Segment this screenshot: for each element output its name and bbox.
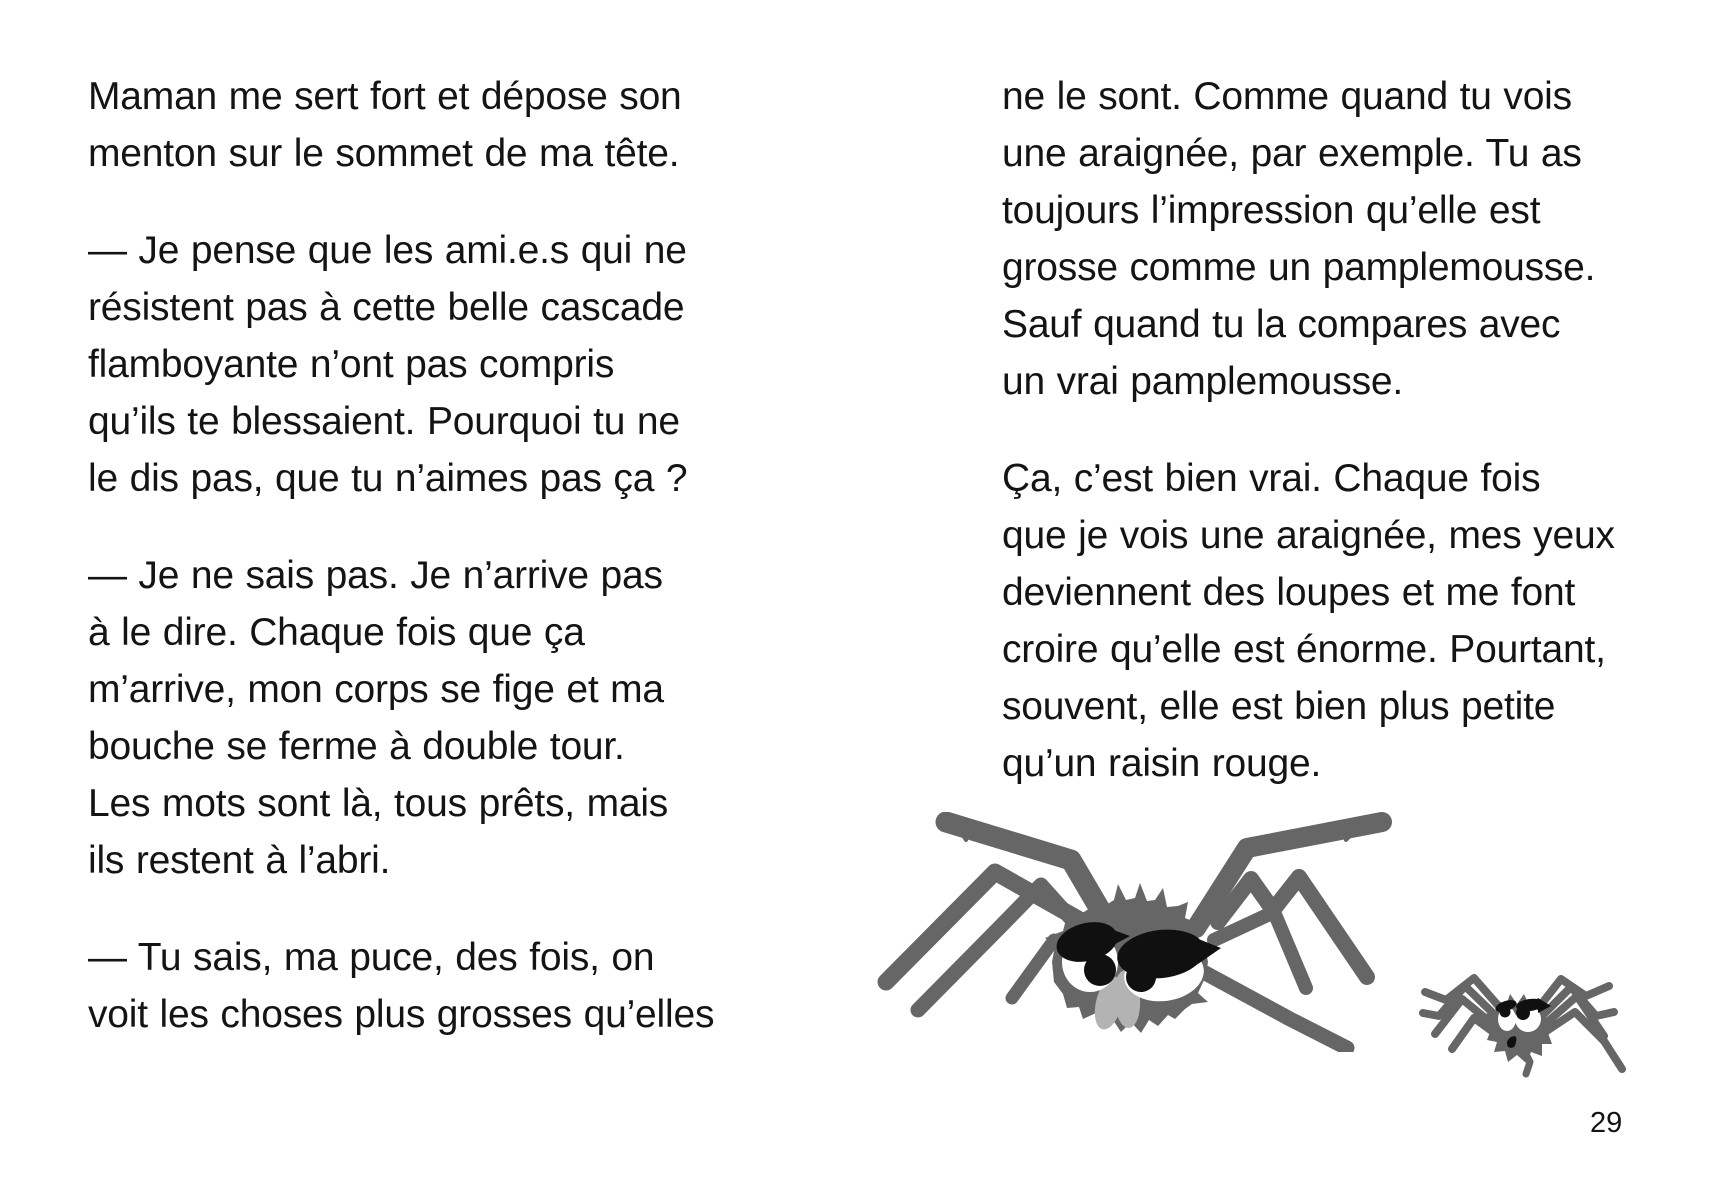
text-line: à le dire. Chaque fois que ça bbox=[88, 611, 585, 654]
text-line: qu’un raisin rouge. bbox=[1002, 742, 1322, 785]
text-line: qu’ils te blessaient. Pourquoi tu ne bbox=[88, 400, 680, 443]
text-line: grosse comme un pamplemousse. bbox=[1002, 246, 1596, 289]
text-line: ne le sont. Comme quand tu vois bbox=[1002, 75, 1572, 118]
page-number: 29 bbox=[1590, 1107, 1623, 1139]
text-line: souvent, elle est bien plus petite bbox=[1002, 685, 1556, 728]
text-line: m’arrive, mon corps se fige et ma bbox=[88, 668, 664, 711]
text-line: Sauf quand tu la compares avec bbox=[1002, 303, 1561, 346]
text-line: Ça, c’est bien vrai. Chaque fois bbox=[1002, 457, 1541, 500]
text-line: résistent pas à cette belle cascade bbox=[88, 286, 685, 329]
text-line: — Je ne sais pas. Je n’arrive pas bbox=[88, 554, 663, 597]
text-line: — Je pense que les ami.e.s qui ne bbox=[88, 229, 687, 272]
paragraph bbox=[88, 68, 714, 182]
paragraph bbox=[88, 929, 714, 1043]
text-line: deviennent des loupes et me font bbox=[1002, 571, 1576, 614]
paragraph bbox=[88, 222, 714, 507]
text-line: bouche se ferme à double tour. bbox=[88, 725, 625, 768]
text-line: — Tu sais, ma puce, des fois, on bbox=[88, 936, 655, 979]
text-line: toujours l’impression qu’elle est bbox=[1002, 189, 1541, 232]
text-line: que je vois une araignée, mes yeux bbox=[1002, 514, 1615, 557]
text-line: voit les choses plus grosses qu’elles bbox=[88, 993, 715, 1036]
text-line: Maman me sert fort et dépose son bbox=[88, 75, 682, 118]
text-line: Les mots sont là, tous prêts, mais bbox=[88, 782, 669, 825]
text-line: une araignée, par exemple. Tu as bbox=[1002, 132, 1582, 175]
paragraph bbox=[1002, 450, 1615, 792]
small-spider-illustration bbox=[1418, 956, 1653, 1081]
big-spider-illustration bbox=[858, 812, 1398, 1052]
text-line: menton sur le sommet de ma tête. bbox=[88, 132, 680, 175]
text-line: le dis pas, que tu n’aimes pas ça ? bbox=[88, 457, 688, 500]
text-line: croire qu’elle est énorme. Pourtant, bbox=[1002, 628, 1606, 671]
right-text-column bbox=[1002, 68, 1615, 792]
text-line: flamboyante n’ont pas compris bbox=[88, 343, 615, 386]
left-text-column bbox=[88, 68, 714, 1043]
paragraph bbox=[88, 547, 714, 889]
paragraph bbox=[1002, 68, 1615, 410]
text-line: un vrai pamplemousse. bbox=[1002, 360, 1403, 403]
text-line: ils restent à l’abri. bbox=[88, 839, 391, 882]
